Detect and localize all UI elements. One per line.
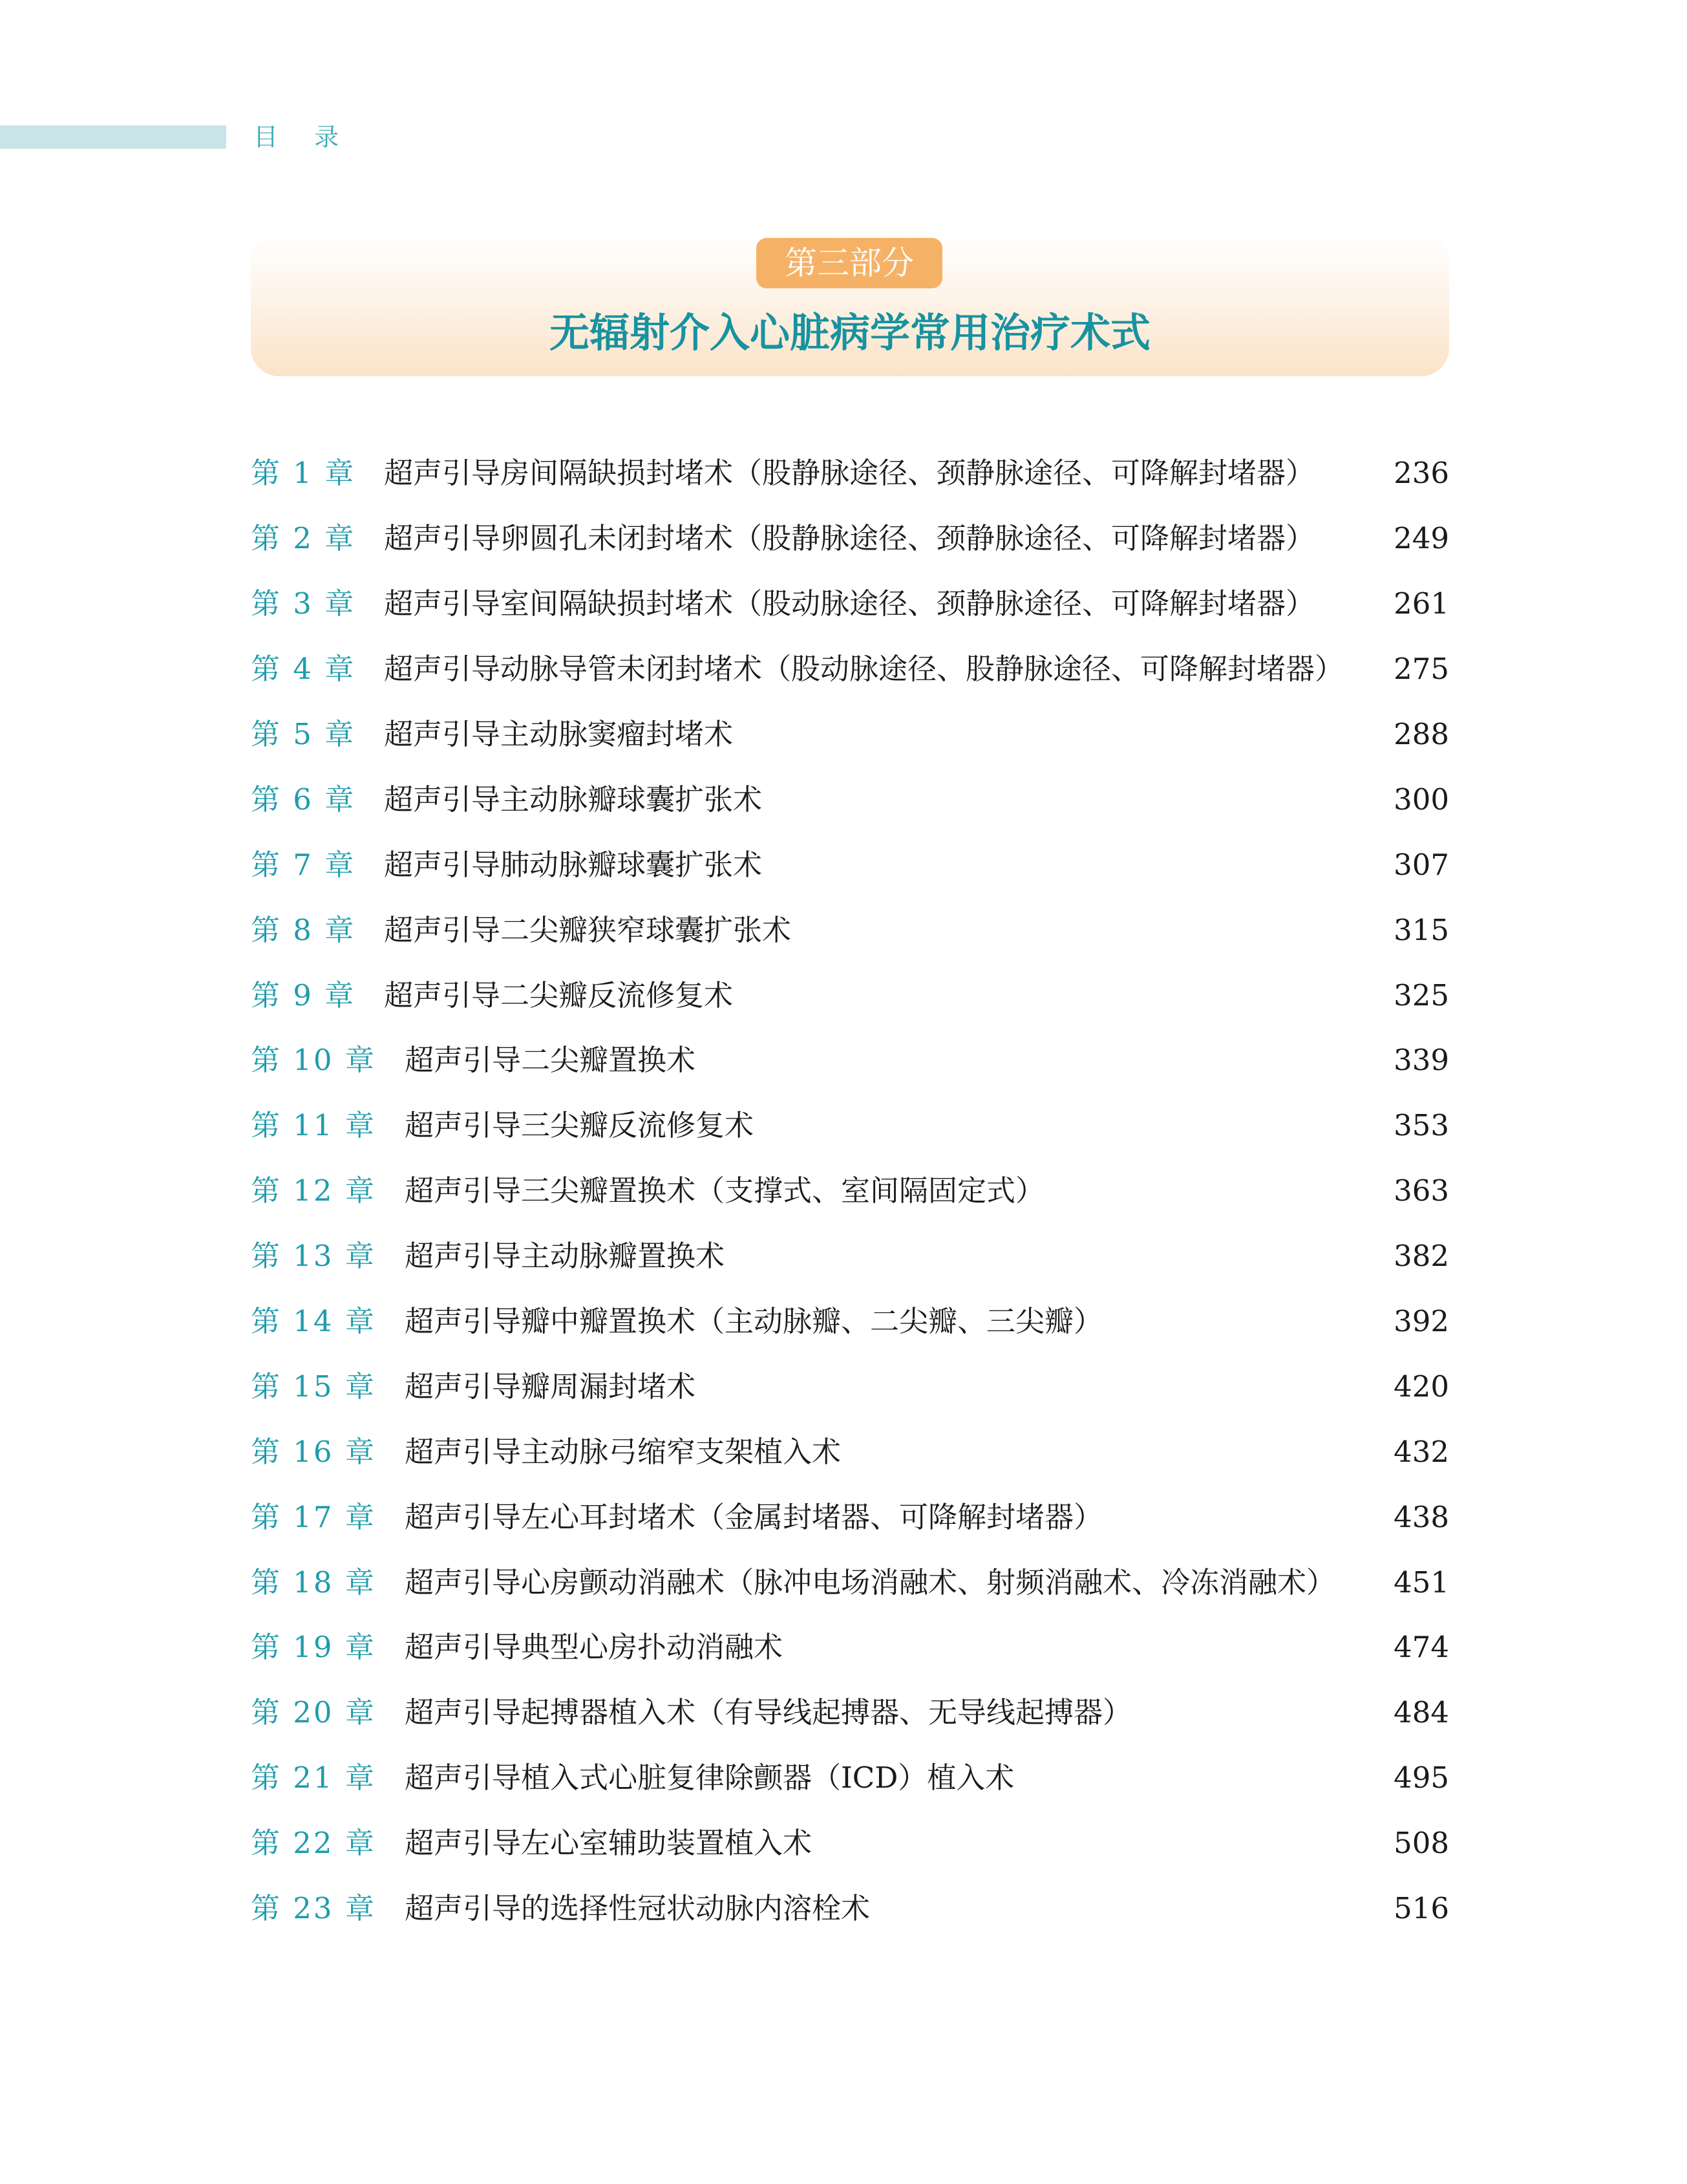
chapter-title: 超声引导二尖瓣置换术 — [405, 1043, 696, 1078]
chapter-number: 第 17 章 — [251, 1499, 376, 1534]
chapter-title: 超声引导室间隔缺损封堵术（股动脉途径、颈静脉途径、可降解封堵器） — [384, 586, 1315, 621]
chapter-number: 第 20 章 — [251, 1695, 376, 1730]
chapter-number: 第 18 章 — [251, 1565, 376, 1600]
toc-entry[interactable] — [251, 1680, 1449, 1746]
toc-entry[interactable] — [251, 1354, 1449, 1419]
chapter-number: 第 23 章 — [251, 1891, 376, 1926]
chapter-number: 第 14 章 — [251, 1304, 376, 1339]
page-number: 382 — [1394, 1239, 1449, 1274]
dot-leader — [1109, 1498, 1388, 1537]
dot-leader — [739, 976, 1388, 1015]
page-number: 307 — [1394, 847, 1449, 882]
toc-entry[interactable] — [251, 1159, 1449, 1224]
dot-leader — [1321, 519, 1388, 558]
page-number: 288 — [1394, 717, 1449, 751]
part-tag: 第三部分 — [756, 238, 942, 288]
chapter-number: 第 22 章 — [251, 1826, 376, 1861]
header-accent-bar — [0, 125, 226, 149]
page-number: 474 — [1394, 1630, 1449, 1665]
chapter-number: 第 6 章 — [251, 782, 356, 817]
page-number: 339 — [1394, 1043, 1449, 1078]
dot-leader — [847, 1433, 1388, 1472]
chapter-title: 超声引导主动脉窦瘤封堵术 — [384, 717, 734, 751]
chapter-title: 超声引导起搏器植入术（有导线起搏器、无导线起搏器） — [405, 1695, 1132, 1730]
chapter-number: 第 3 章 — [251, 586, 356, 621]
dot-leader — [769, 846, 1388, 884]
dot-leader — [702, 1367, 1388, 1406]
chapter-title: 超声引导主动脉弓缩窄支架植入术 — [405, 1434, 842, 1469]
chapter-title: 超声引导二尖瓣狭窄球囊扩张术 — [384, 912, 792, 947]
dot-leader — [702, 1041, 1388, 1080]
page-number: 261 — [1394, 586, 1449, 621]
page-number: 420 — [1394, 1369, 1449, 1404]
page-number: 392 — [1394, 1304, 1449, 1339]
chapter-number: 第 16 章 — [251, 1434, 376, 1469]
toc-entry[interactable] — [251, 441, 1449, 506]
chapter-title: 超声引导主动脉瓣球囊扩张术 — [384, 782, 763, 817]
toc-entry[interactable] — [251, 1876, 1449, 1942]
page-number: 495 — [1394, 1761, 1449, 1795]
chapter-title: 超声引导左心耳封堵术（金属封堵器、可降解封堵器） — [405, 1499, 1103, 1534]
chapter-number: 第 5 章 — [251, 717, 356, 751]
chapter-number: 第 2 章 — [251, 521, 356, 556]
dot-leader — [1109, 1302, 1388, 1341]
page-number: 484 — [1394, 1695, 1449, 1730]
page-number: 451 — [1394, 1565, 1449, 1600]
dot-leader — [1321, 584, 1388, 623]
chapter-title: 超声引导卵圆孔未闭封堵术（股静脉途径、颈静脉途径、可降解封堵器） — [384, 521, 1315, 556]
chapter-title: 超声引导植入式心脏复律除颤器（ICD）植入术 — [405, 1761, 1015, 1795]
toc-entry[interactable] — [251, 702, 1449, 767]
chapter-title: 超声引导三尖瓣反流修复术 — [405, 1108, 754, 1143]
toc-entry[interactable] — [251, 1224, 1449, 1289]
chapter-number: 第 12 章 — [251, 1173, 376, 1208]
chapter-title: 超声引导房间隔缺损封堵术（股静脉途径、颈静脉途径、可降解封堵器） — [384, 456, 1315, 491]
chapter-number: 第 11 章 — [251, 1108, 376, 1143]
dot-leader — [876, 1889, 1388, 1928]
chapter-title: 超声引导典型心房扑动消融术 — [405, 1630, 783, 1665]
chapter-number: 第 4 章 — [251, 652, 356, 687]
toc-entry[interactable] — [251, 1484, 1449, 1550]
chapter-number: 第 7 章 — [251, 847, 356, 882]
chapter-number: 第 1 章 — [251, 456, 356, 491]
chapter-title: 超声引导的选择性冠状动脉内溶栓术 — [405, 1891, 871, 1926]
part-title: 无辐射介入心脏病学常用治疗术式 — [549, 309, 1151, 356]
chapter-number: 第 21 章 — [251, 1761, 376, 1795]
page-number: 438 — [1394, 1499, 1449, 1534]
dot-leader — [1350, 650, 1388, 689]
page-number: 325 — [1394, 978, 1449, 1012]
dot-leader — [731, 1237, 1388, 1276]
table-of-contents — [251, 441, 1449, 1941]
chapter-number: 第 10 章 — [251, 1043, 376, 1078]
running-header: 目 录 — [253, 123, 354, 151]
chapter-number: 第 8 章 — [251, 912, 356, 947]
toc-entry[interactable] — [251, 1746, 1449, 1811]
dot-leader — [1051, 1172, 1388, 1210]
toc-entry[interactable] — [251, 1811, 1449, 1876]
chapter-title: 超声引导左心室辅助装置植入术 — [405, 1826, 812, 1861]
toc-entry[interactable] — [251, 506, 1449, 572]
page-number: 275 — [1394, 652, 1449, 687]
chapter-title: 超声引导三尖瓣置换术（支撑式、室间隔固定式） — [405, 1173, 1045, 1208]
page-number: 508 — [1394, 1826, 1449, 1861]
chapter-number: 第 15 章 — [251, 1369, 376, 1404]
dot-leader — [739, 715, 1388, 754]
toc-entry[interactable] — [251, 572, 1449, 637]
chapter-title: 超声引导瓣周漏封堵术 — [405, 1369, 696, 1404]
chapter-title: 超声引导肺动脉瓣球囊扩张术 — [384, 847, 763, 882]
page-number: 353 — [1394, 1108, 1449, 1143]
toc-entry[interactable] — [251, 1093, 1449, 1159]
toc-entry[interactable] — [251, 897, 1449, 963]
dot-leader — [760, 1106, 1388, 1145]
page-number: 249 — [1394, 521, 1449, 556]
page-number: 315 — [1394, 912, 1449, 947]
chapter-title: 超声引导瓣中瓣置换术（主动脉瓣、二尖瓣、三尖瓣） — [405, 1304, 1103, 1339]
toc-entry[interactable] — [251, 963, 1449, 1028]
chapter-title: 超声引导心房颤动消融术（脉冲电场消融术、射频消融术、冷冻消融术） — [405, 1565, 1336, 1600]
chapter-title: 超声引导二尖瓣反流修复术 — [384, 978, 734, 1012]
dot-leader — [1342, 1563, 1388, 1602]
chapter-title: 超声引导主动脉瓣置换术 — [405, 1239, 725, 1274]
toc-entry[interactable] — [251, 767, 1449, 832]
page-number: 236 — [1394, 456, 1449, 491]
toc-entry[interactable] — [251, 1615, 1449, 1680]
toc-entry[interactable] — [251, 1419, 1449, 1484]
dot-leader — [1021, 1759, 1388, 1797]
toc-entry[interactable] — [251, 1028, 1449, 1093]
chapter-title: 超声引导动脉导管未闭封堵术（股动脉途径、股静脉途径、可降解封堵器） — [384, 652, 1344, 687]
page-number: 432 — [1394, 1434, 1449, 1469]
dot-leader — [1138, 1693, 1388, 1732]
chapter-number: 第 13 章 — [251, 1239, 376, 1274]
toc-entry[interactable] — [251, 1289, 1449, 1354]
dot-leader — [1321, 454, 1388, 493]
toc-entry[interactable] — [251, 637, 1449, 702]
chapter-number: 第 9 章 — [251, 978, 356, 1012]
dot-leader — [769, 780, 1388, 819]
page-number: 363 — [1394, 1173, 1449, 1208]
dot-leader — [798, 911, 1388, 950]
dot-leader — [818, 1824, 1388, 1863]
toc-entry[interactable] — [251, 832, 1449, 897]
dot-leader — [789, 1628, 1388, 1667]
chapter-number: 第 19 章 — [251, 1630, 376, 1665]
toc-entry[interactable] — [251, 1550, 1449, 1615]
page-number: 300 — [1394, 782, 1449, 817]
page-number: 516 — [1394, 1891, 1449, 1926]
